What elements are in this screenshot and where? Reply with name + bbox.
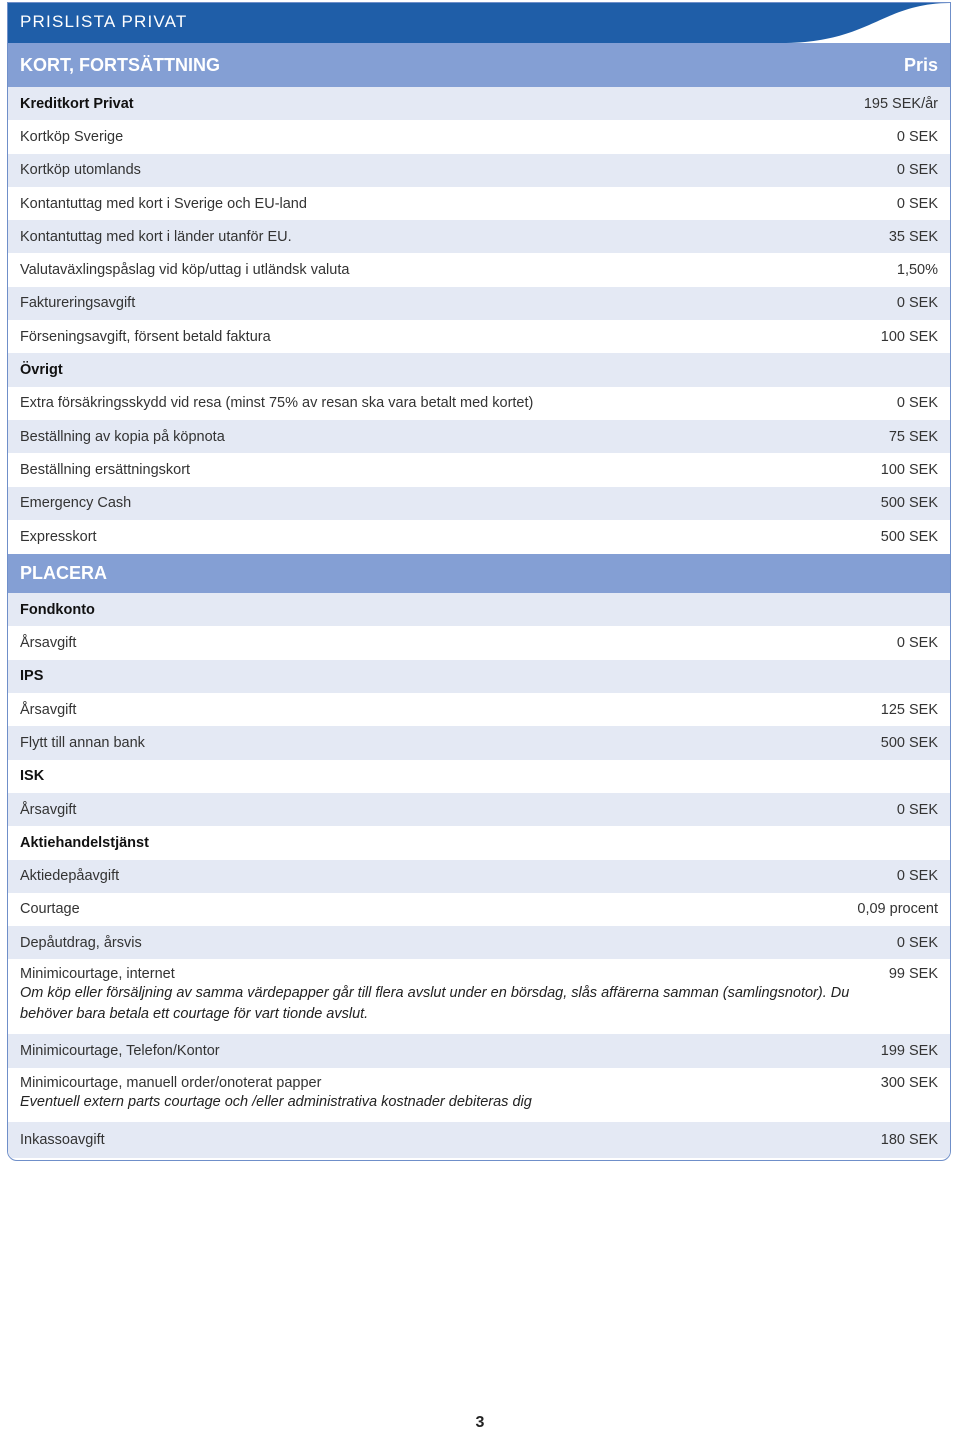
row-price: 0,09 procent — [857, 901, 938, 918]
row-price: 100 SEK — [880, 461, 938, 478]
price-column-header: Pris — [903, 54, 938, 75]
row-label: Minimicourtage, manuell order/onoterat papper — [20, 1074, 322, 1091]
section-header-kort — [8, 43, 950, 87]
table-row — [8, 320, 950, 353]
row-label-group — [20, 1075, 532, 1113]
table-row — [8, 693, 950, 726]
row-label: Emergency Cash — [20, 495, 132, 512]
table-row — [8, 287, 950, 320]
table-row — [8, 520, 950, 553]
row-note: Eventuell extern parts courtage och /eller administrativa kostnader debiteras dig — [20, 1093, 532, 1110]
row-price: 100 SEK — [880, 328, 938, 345]
page-number: 3 — [475, 1414, 485, 1431]
row-price: 500 SEK — [880, 528, 938, 545]
row-label: Förseningsavgift, försent betald faktura — [20, 328, 271, 345]
row-price: 0 SEK — [896, 868, 938, 885]
row-price: 0 SEK — [896, 934, 938, 951]
table-row — [8, 1034, 950, 1067]
table-row — [8, 959, 950, 1034]
table-subheader-ips — [8, 660, 950, 693]
row-label-group — [20, 966, 889, 1025]
banner — [8, 3, 950, 43]
table-row — [8, 453, 950, 486]
table-row — [8, 120, 950, 153]
row-label: ISK — [20, 768, 45, 785]
table-row — [8, 1068, 950, 1122]
table-row — [8, 1122, 950, 1158]
row-label: Årsavgift — [20, 701, 77, 718]
table-subheader-isk — [8, 760, 950, 793]
row-price: 0 SEK — [896, 162, 938, 179]
row-price: 125 SEK — [880, 701, 938, 718]
row-price: 0 SEK — [896, 295, 938, 312]
row-label: Courtage — [20, 901, 80, 918]
table-row — [8, 253, 950, 286]
table-row — [8, 626, 950, 659]
table-row — [8, 187, 950, 220]
row-price: 500 SEK — [880, 734, 938, 751]
row-label: Inkassoavgift — [20, 1131, 105, 1148]
row-price: 300 SEK — [880, 1074, 938, 1091]
section-header-placera — [8, 554, 950, 593]
row-label: IPS — [20, 668, 44, 685]
banner-curve-decoration — [781, 3, 951, 43]
row-price: 0 SEK — [896, 635, 938, 652]
row-label: Årsavgift — [20, 635, 77, 652]
table-row — [8, 893, 950, 926]
row-label: Flytt till annan bank — [20, 734, 145, 751]
row-price: 1,50% — [896, 262, 938, 279]
row-label: Årsavgift — [20, 801, 77, 818]
table-row — [8, 387, 950, 420]
section-title-placera: PLACERA — [20, 563, 108, 584]
row-label: Övrigt — [20, 362, 63, 379]
row-price: 0 SEK — [896, 128, 938, 145]
row-price: 0 SEK — [896, 395, 938, 412]
table-row — [8, 860, 950, 893]
table-row — [8, 726, 950, 759]
row-label: Kortköp Sverige — [20, 128, 124, 145]
row-label: Extra försäkringsskydd vid resa (minst 75% av resan ska vara betalt med kortet) — [20, 395, 534, 412]
table-row — [8, 926, 950, 959]
table-row — [8, 420, 950, 453]
row-label: Minimicourtage, Telefon/Kontor — [20, 1043, 220, 1060]
row-label: Depåutdrag, årsvis — [20, 934, 142, 951]
price-list-frame — [7, 2, 951, 1161]
row-price: 35 SEK — [888, 228, 938, 245]
section-title-kort: KORT, FORTSÄTTNING — [20, 54, 220, 75]
table-row — [8, 220, 950, 253]
row-label: Kontantuttag med kort i länder utanför EU. — [20, 228, 292, 245]
table-subheader-ovrigt — [8, 353, 950, 386]
table-subheader-fondkonto — [8, 593, 950, 626]
row-label: Expresskort — [20, 528, 97, 545]
row-label: Kreditkort Privat — [20, 95, 134, 112]
table-row — [8, 87, 950, 120]
table-row — [8, 487, 950, 520]
row-price: 0 SEK — [896, 195, 938, 212]
row-price: 180 SEK — [880, 1131, 938, 1148]
table-row — [8, 154, 950, 187]
row-price: 195 SEK/år — [863, 95, 938, 112]
row-label: Valutaväxlingspåslag vid köp/uttag i utländsk valuta — [20, 262, 350, 279]
row-label: Beställning ersättningskort — [20, 461, 191, 478]
row-label: Faktureringsavgift — [20, 295, 136, 312]
row-label: Kontantuttag med kort i Sverige och EU-land — [20, 195, 307, 212]
row-price: 75 SEK — [888, 428, 938, 445]
row-price: 199 SEK — [880, 1043, 938, 1060]
row-price: 0 SEK — [896, 801, 938, 818]
row-label: Beställning av kopia på köpnota — [20, 428, 225, 445]
row-price: 99 SEK — [888, 966, 938, 983]
banner-title: PRISLISTA PRIVAT — [20, 12, 188, 31]
table-subheader-aktiehandel — [8, 826, 950, 859]
row-price: 500 SEK — [880, 495, 938, 512]
row-note: Om köp eller försäljning av samma värdepapper går till flera avslut under en börsdag, slås affärerna samman (samlingsnotor). Du behöver bara betala ett courtage för vart tionde avslut. — [20, 985, 850, 1023]
row-label: Minimicourtage, internet — [20, 966, 175, 983]
row-label: Aktiehandelstjänst — [20, 834, 149, 851]
row-label: Fondkonto — [20, 601, 95, 618]
row-label: Aktiedepåavgift — [20, 868, 120, 885]
table-row — [8, 793, 950, 826]
row-label: Kortköp utomlands — [20, 162, 141, 179]
